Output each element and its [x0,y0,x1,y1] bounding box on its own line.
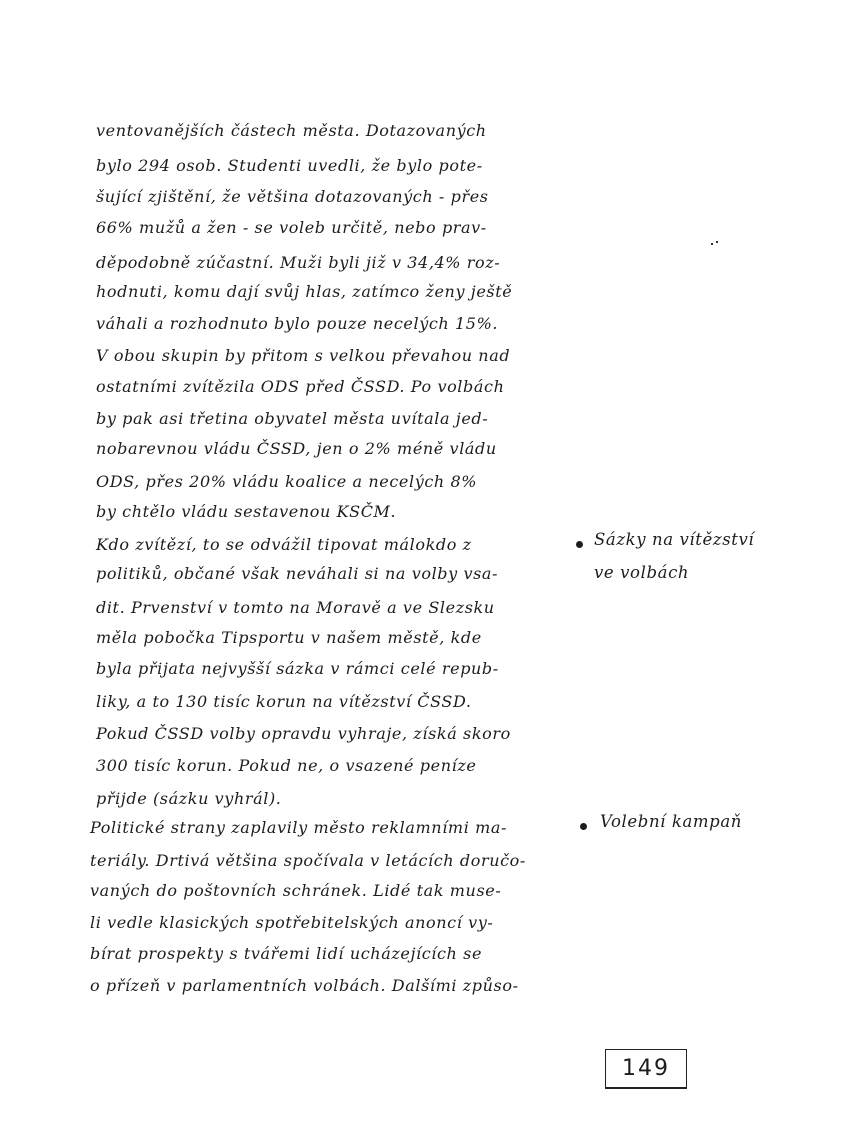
text-line: o přízeň v parlamentních volbách. Dalšími způso- [90,976,519,995]
text-line: ostatními zvítězila ODS před ČSSD. Po volbách [96,377,505,396]
text-line: děpodobně zúčastní. Muži byli již v 34,4% roz- [96,253,501,272]
paper-speck [711,243,713,245]
text-line: Politické strany zaplavily město reklamními ma- [90,818,508,837]
text-line: přijde (sázku vyhrál). [96,789,282,808]
text-line: hodnuti, komu dají svůj hlas, zatímco ženy ještě [96,282,513,301]
margin-note-line: Volební kampaň [600,812,742,831]
text-line: ODS, přes 20% vládu koalice a necelých 8% [96,472,478,491]
text-line: Pokud ČSSD volby opravdu vyhraje, získá skoro [96,724,511,743]
page-number-box [605,1049,687,1089]
text-line: dit. Prvenství v tomto na Moravě a ve Slezsku [96,598,495,617]
text-line: váhali a rozhodnuto bylo pouze necelých 15%. [96,314,499,333]
text-line: V obou skupin by přitom s velkou převahou nad [96,346,511,365]
text-line: bírat prospekty s tvářemi lidí ucházejících se [90,944,483,963]
text-line: liky, a to 130 tisíc korun na vítězství ČSSD. [96,692,472,711]
text-line: měla pobočka Tipsportu v našem městě, kde [96,628,482,647]
margin-note-line: ve volbách [594,563,690,582]
text-line: 66% mužů a žen - se voleb určitě, nebo prav- [96,218,487,237]
text-line: byla přijata nejvyšší sázka v rámci celé repub- [96,659,499,678]
text-line: li vedle klasických spotřebitelských anoncí vy- [90,913,494,932]
text-line: by chtělo vládu sestavenou KSČM. [96,502,397,521]
page-number: 149 [622,1056,670,1081]
text-line: ventovanějších částech města. Dotazovaných [96,121,487,140]
paper-speck [716,241,718,243]
text-line: nobarevnou vládu ČSSD, jen o 2% méně vládu [96,439,497,458]
text-line: by pak asi třetina obyvatel města uvítala jed- [96,409,489,428]
text-line: Kdo zvítězí, to se odvážil tipovat málokdo z [96,535,472,554]
margin-note-line: Sázky na vítězství [594,530,755,549]
text-line: 300 tisíc korun. Pokud ne, o vsazené peníze [96,756,477,775]
text-line: šující zjištění, že většina dotazovaných - přes [96,187,489,206]
text-line: vaných do poštovních schránek. Lidé tak muse- [90,881,502,900]
margin-bullet-icon [580,823,587,830]
text-line: teriály. Drtivá většina spočívala v letácích doručo- [90,851,526,870]
text-line: bylo 294 osob. Studenti uvedli, že bylo pote- [96,156,483,175]
margin-bullet-icon [576,541,583,548]
text-line: politiků, občané však neváhali si na volby vsa- [96,564,499,583]
